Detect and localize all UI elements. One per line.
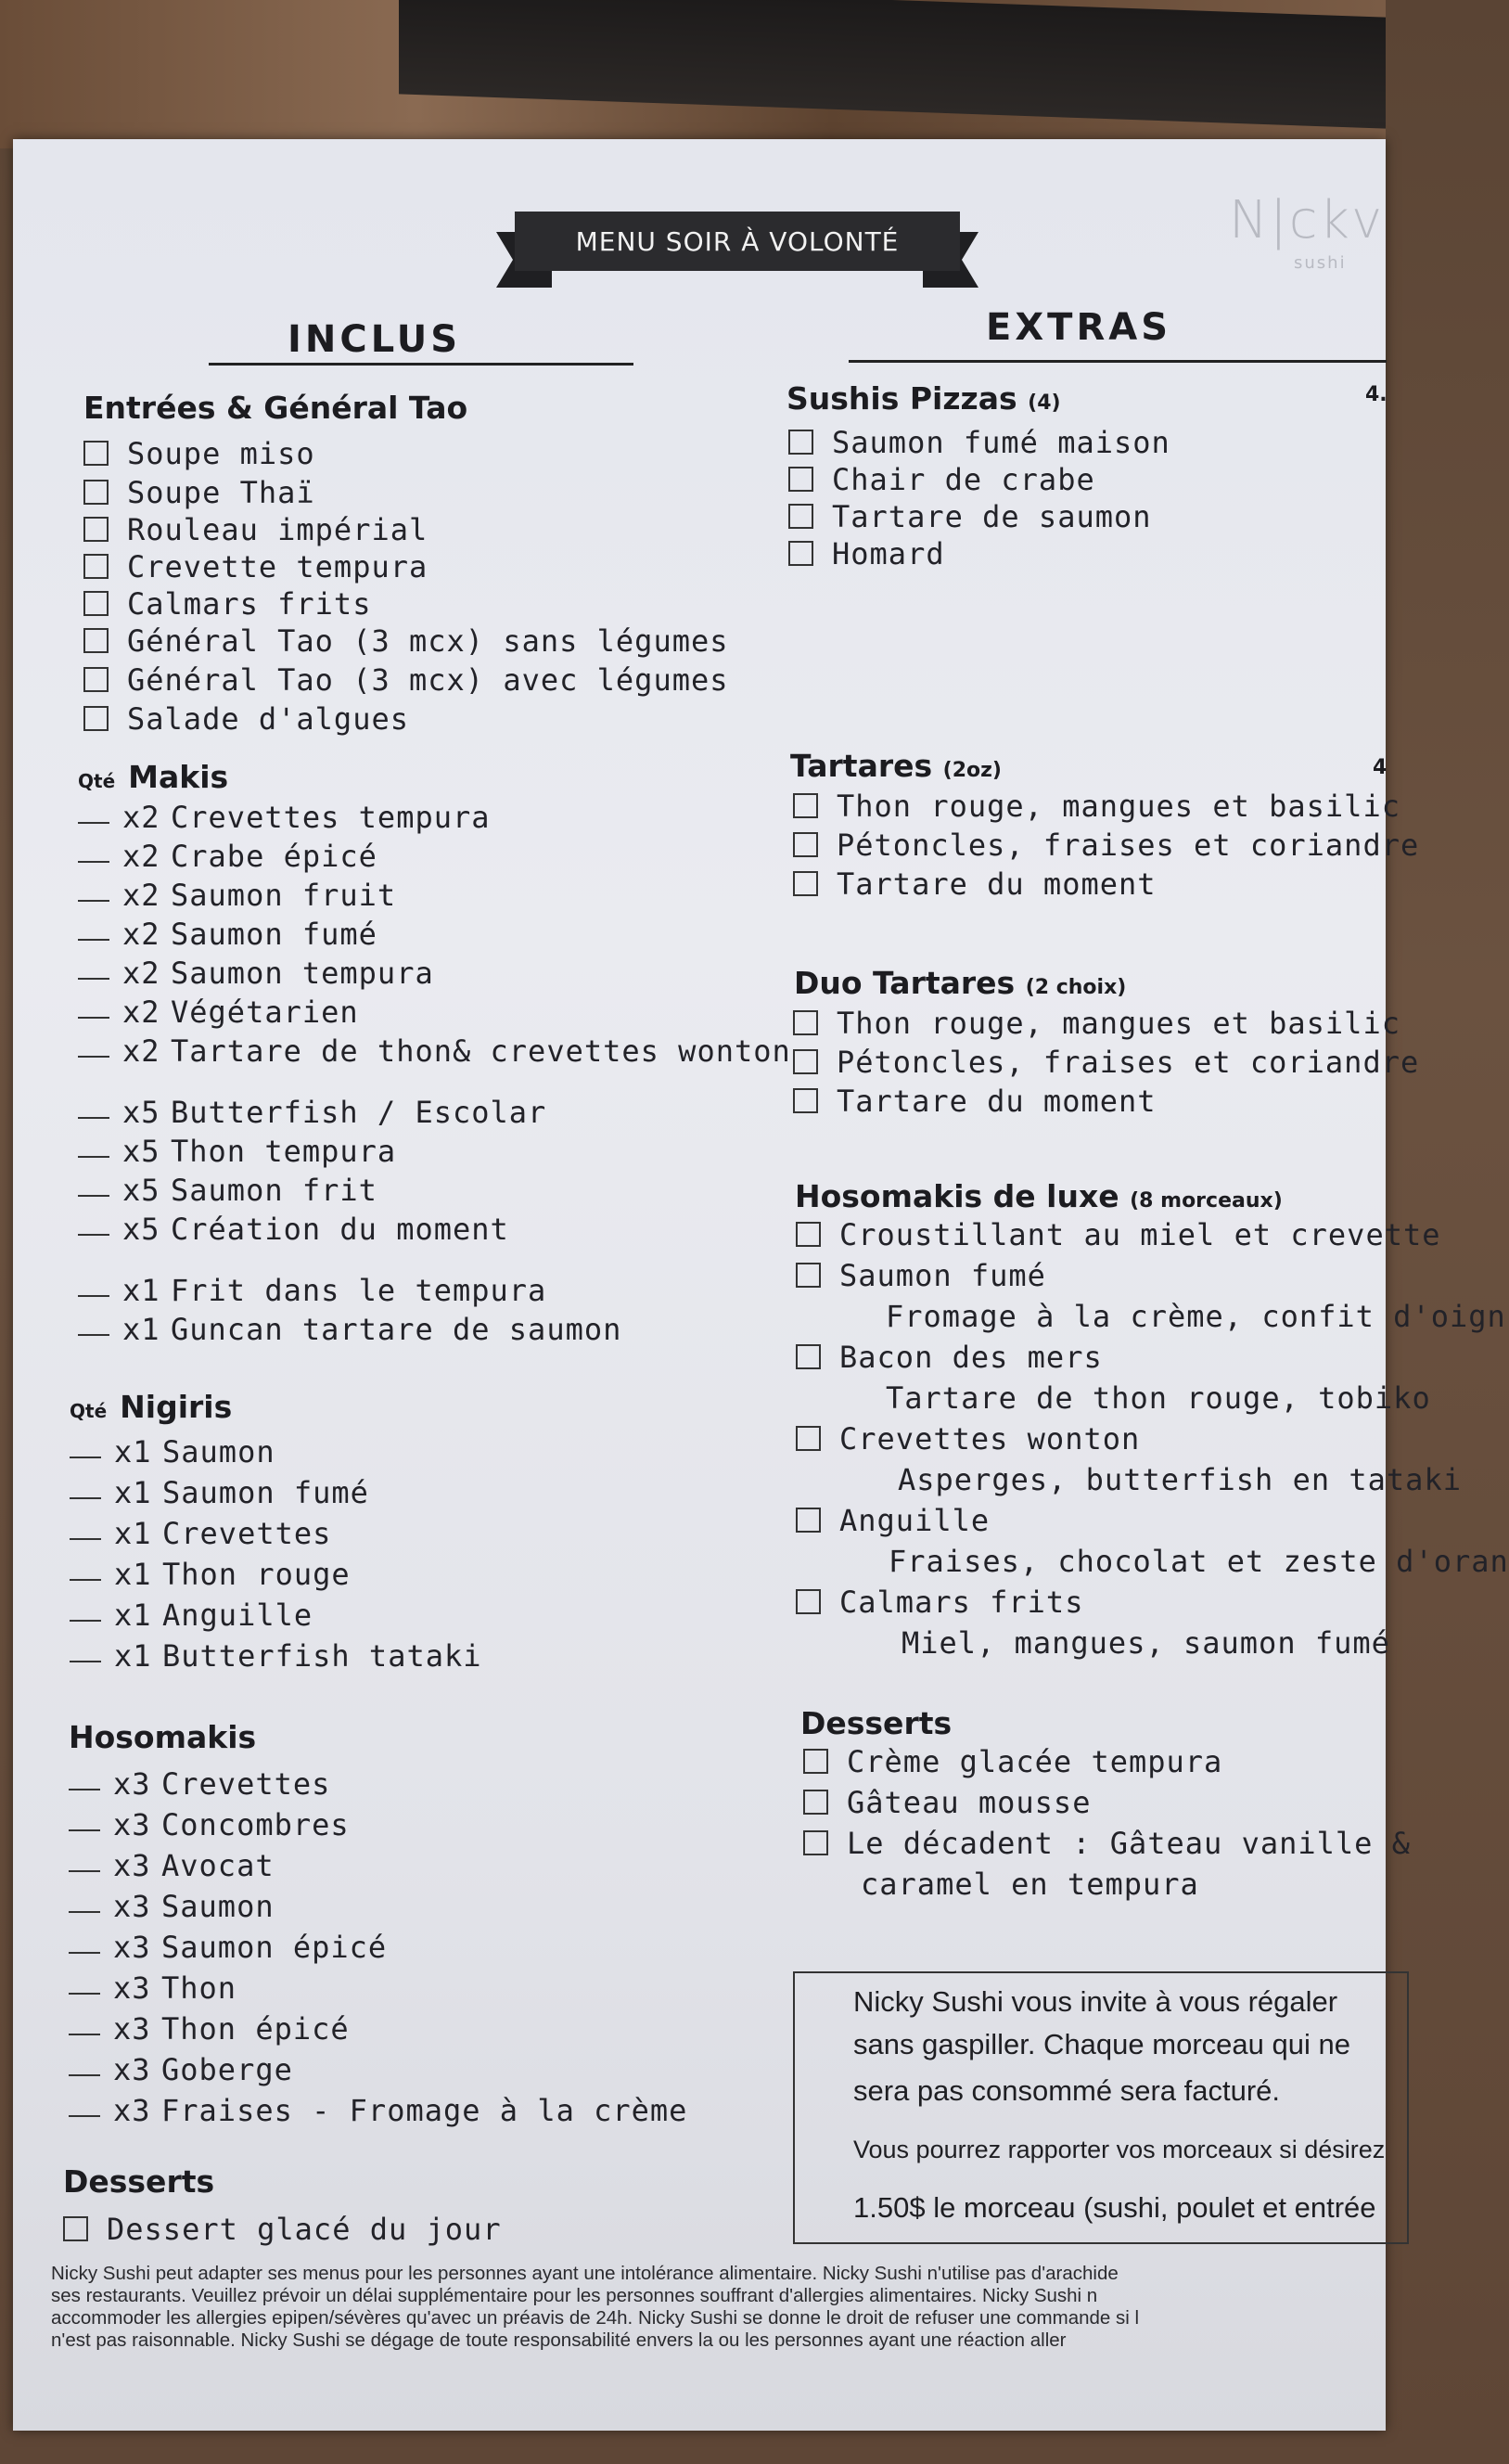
list-item (796, 1585, 1083, 1620)
quantity-blank[interactable] (69, 1829, 100, 1831)
nigiris-title: Nigiris (120, 1389, 233, 1425)
order-checkbox[interactable] (788, 504, 813, 529)
item-name: Général Tao (3 mcx) sans légumes (127, 623, 729, 659)
order-checkbox[interactable] (83, 706, 109, 731)
item-name: Frit dans le tempura (171, 1273, 547, 1308)
order-checkbox[interactable] (83, 480, 109, 505)
item-quantity: x5 (122, 1095, 160, 1130)
list-item (69, 1970, 237, 2006)
section-inclus-desserts-title: Desserts (63, 2163, 215, 2200)
item-quantity: x3 (113, 1930, 151, 1965)
list-item (69, 1807, 350, 1842)
list-item (78, 1273, 546, 1308)
list-item (69, 2011, 350, 2047)
quantity-blank[interactable] (78, 861, 109, 863)
order-checkbox[interactable] (803, 1749, 828, 1774)
inclus-title: INCLUS (288, 318, 462, 361)
item-name: Crevettes wonton (839, 1421, 1141, 1457)
sushis-pizzas-price: 4. (1365, 383, 1388, 406)
list-item (69, 2052, 293, 2087)
quantity-blank[interactable] (78, 978, 109, 980)
item-quantity: x3 (113, 2052, 151, 2087)
order-checkbox[interactable] (803, 1830, 828, 1855)
item-name: Crevettes tempura (171, 800, 491, 835)
item-name: Tartare du moment (837, 1084, 1157, 1119)
item-quantity: x2 (122, 917, 160, 952)
item-description: Fraises, chocolat et zeste d'oran (889, 1544, 1509, 1579)
item-name: Calmars frits (127, 586, 372, 622)
quantity-blank[interactable] (78, 900, 109, 902)
list-item (803, 1826, 1411, 1861)
quantity-blank[interactable] (69, 1870, 100, 1872)
quantity-blank[interactable] (78, 1017, 109, 1019)
item-name: Rouleau impérial (127, 512, 428, 547)
quantity-blank[interactable] (78, 1295, 109, 1297)
item-description: Asperges, butterfish en tataki (898, 1462, 1462, 1497)
list-item (78, 1033, 791, 1069)
item-quantity: x1 (114, 1475, 152, 1510)
list-item (70, 1516, 331, 1551)
list-item (78, 1095, 546, 1130)
item-name: Tartare du moment (837, 866, 1157, 902)
quantity-blank[interactable] (78, 1117, 109, 1119)
order-checkbox[interactable] (793, 1010, 818, 1035)
section-tartares-title: Tartares (2oz) (790, 748, 1002, 784)
item-name: Saumon (162, 1434, 275, 1469)
section-entrees-title: Entrées & Général Tao (83, 390, 468, 426)
item-name: Saumon fumé maison (832, 425, 1170, 460)
item-name: Crevettes (161, 1766, 331, 1802)
order-checkbox[interactable] (83, 441, 109, 466)
list-item (796, 1258, 1046, 1293)
list-item (78, 839, 377, 874)
list-item (793, 1045, 1419, 1080)
section-nigiris-title (70, 1389, 232, 1425)
item-name: Tartare de saumon (832, 499, 1152, 534)
list-item (69, 1930, 387, 1965)
list-item (796, 1421, 1140, 1457)
item-name: Soupe Thaï (127, 475, 315, 510)
order-checkbox[interactable] (793, 1049, 818, 1074)
item-quantity: x3 (113, 1766, 151, 1802)
list-item (69, 1766, 330, 1802)
order-checkbox[interactable] (788, 430, 813, 455)
list-item (788, 425, 1170, 460)
item-name: Fraises - Fromage à la crème (161, 2093, 688, 2128)
quantity-blank[interactable] (78, 1156, 109, 1158)
list-item (83, 475, 315, 510)
item-quantity: x2 (122, 995, 160, 1030)
list-item (63, 2212, 502, 2247)
item-quantity: x2 (122, 839, 160, 874)
item-description: Miel, mangues, saumon fumé (902, 1625, 1390, 1661)
section-duo-tartares-title: Duo Tartares (2 choix) (794, 965, 1127, 1001)
item-name: Guncan tartare de saumon (171, 1312, 622, 1347)
notice-line: sera pas consommé sera facturé. (853, 2074, 1281, 2107)
menu-banner: MENU SOIR À VOLONTÉ (515, 212, 960, 271)
item-name: Gâteau mousse (847, 1785, 1092, 1820)
quantity-blank[interactable] (69, 2115, 100, 2117)
notice-line: Nicky Sushi vous invite à vous régaler (853, 1985, 1338, 2018)
item-name: Saumon fumé (171, 917, 377, 952)
list-item (78, 1312, 621, 1347)
item-name: Saumon frit (171, 1173, 377, 1208)
item-name: Création du moment (171, 1212, 509, 1247)
item-name: Saumon (161, 1889, 275, 1924)
order-checkbox[interactable] (83, 591, 109, 616)
list-item (803, 1785, 1091, 1820)
list-item (78, 1134, 396, 1169)
extras-title: EXTRAS (986, 306, 1172, 349)
tartares-price: 4 (1373, 756, 1388, 779)
order-checkbox[interactable] (796, 1263, 821, 1288)
section-sushis-pizzas-title: Sushis Pizzas (4) (786, 380, 1061, 417)
notice-price: 1.50$ le morceau (sushi, poulet et entrée (853, 2191, 1376, 2224)
makis-title: Makis (128, 759, 229, 795)
item-quantity: x1 (122, 1312, 160, 1347)
order-checkbox[interactable] (796, 1508, 821, 1533)
item-name: Thon rouge, mangues et basilic (837, 1006, 1400, 1041)
extras-underline (849, 360, 1387, 363)
quantity-blank[interactable] (69, 1993, 100, 1995)
notice-takeaway: Vous pourrez rapporter vos morceaux si désirez (853, 2136, 1386, 2163)
list-item (70, 1598, 313, 1633)
order-checkbox[interactable] (796, 1589, 821, 1614)
list-item (793, 789, 1400, 824)
order-checkbox[interactable] (63, 2216, 88, 2241)
logo-wordmark: N|ckv (1229, 190, 1385, 250)
item-quantity: x3 (113, 1807, 151, 1842)
section-extras-desserts-title: Desserts (800, 1705, 953, 1741)
item-quantity: x1 (114, 1638, 152, 1674)
list-item (788, 499, 1152, 534)
quantity-blank[interactable] (70, 1620, 101, 1622)
item-name: Salade d'algues (127, 701, 409, 737)
list-item (78, 1173, 377, 1208)
list-item (83, 662, 729, 698)
item-quantity: x1 (114, 1434, 152, 1469)
list-item (78, 956, 434, 991)
item-continuation: caramel en tempura (861, 1867, 1199, 1902)
item-name: Butterfish / Escolar (171, 1095, 547, 1130)
item-quantity: x3 (113, 1848, 151, 1883)
disclaimer-line: Nicky Sushi peut adapter ses menus pour les personnes ayant une intolérance alimentaire. Nicky Sushi n'utilise pas d'arachide (51, 2263, 1119, 2284)
item-name: Le décadent : Gâteau vanille & (847, 1826, 1411, 1861)
quantity-blank[interactable] (78, 1195, 109, 1197)
item-name: Tartare de thon& crevettes wonton (171, 1033, 791, 1069)
quantity-blank[interactable] (69, 1952, 100, 1954)
quantity-blank[interactable] (78, 1056, 109, 1058)
item-name: Concombres (161, 1807, 350, 1842)
list-item (83, 623, 729, 659)
list-item (793, 1084, 1157, 1119)
item-quantity: x3 (113, 1970, 151, 2006)
item-quantity: x5 (122, 1212, 160, 1247)
quantity-blank[interactable] (78, 822, 109, 824)
list-item (69, 2093, 687, 2128)
list-item (78, 878, 396, 913)
quantity-blank[interactable] (78, 1334, 109, 1336)
order-checkbox[interactable] (796, 1222, 821, 1247)
list-item (83, 436, 315, 471)
list-item (788, 536, 945, 571)
item-name: Crabe épicé (171, 839, 377, 874)
qte-label: Qté (70, 1400, 108, 1422)
order-checkbox[interactable] (796, 1426, 821, 1451)
item-quantity: x1 (122, 1273, 160, 1308)
list-item (78, 917, 377, 952)
item-quantity: x2 (122, 800, 160, 835)
inclus-underline (209, 363, 633, 366)
order-checkbox[interactable] (83, 517, 109, 542)
item-name: Crème glacée tempura (847, 1744, 1223, 1779)
list-item (83, 549, 428, 584)
item-name: Calmars frits (839, 1585, 1084, 1620)
list-item (788, 462, 1095, 497)
list-item (796, 1340, 1103, 1375)
qte-label: Qté (78, 770, 116, 792)
notice-line: sans gaspiller. Chaque morceau qui ne (853, 2028, 1350, 2060)
item-name: Saumon fumé (839, 1258, 1046, 1293)
item-name: Végétarien (171, 995, 359, 1030)
item-name: Général Tao (3 mcx) avec légumes (127, 662, 729, 698)
item-quantity: x2 (122, 878, 160, 913)
list-item (69, 1889, 275, 1924)
item-quantity: x2 (122, 956, 160, 991)
list-item (83, 586, 371, 622)
order-checkbox[interactable] (788, 467, 813, 492)
item-name: Pétoncles, fraises et coriandre (837, 828, 1420, 863)
item-name: Thon rouge (162, 1557, 351, 1592)
list-item (78, 995, 359, 1030)
item-name: Soupe miso (127, 436, 315, 471)
list-item (69, 1848, 275, 1883)
disclaimer-line: n'est pas raisonnable. Nicky Sushi se dégage de toute responsabilité envers la ou les personnes ayant une réaction aller (51, 2329, 1067, 2351)
logo-subtitle: sushi (1294, 253, 1347, 273)
item-quantity: x1 (114, 1557, 152, 1592)
item-name: Thon (161, 1970, 237, 2006)
quantity-blank[interactable] (78, 939, 109, 941)
item-name: Pétoncles, fraises et coriandre (837, 1045, 1420, 1080)
quantity-blank[interactable] (70, 1497, 101, 1499)
item-name: Goberge (161, 2052, 293, 2087)
item-name: Crevettes (162, 1516, 332, 1551)
list-item (78, 800, 491, 835)
order-checkbox[interactable] (796, 1344, 821, 1369)
item-name: Bacon des mers (839, 1340, 1103, 1375)
order-checkbox[interactable] (803, 1790, 828, 1815)
disclaimer-line: ses restaurants. Veuillez prévoir un délai supplémentaire pour les personnes souffrant d'allergies alimentaires. Nicky Sushi n (51, 2285, 1098, 2306)
item-quantity: x5 (122, 1173, 160, 1208)
quantity-blank[interactable] (69, 2074, 100, 2076)
item-quantity: x3 (113, 2011, 151, 2047)
item-name: Croustillant au miel et crevette (839, 1217, 1441, 1252)
quantity-blank[interactable] (70, 1457, 101, 1458)
order-checkbox[interactable] (83, 554, 109, 579)
item-quantity: x3 (113, 2093, 151, 2128)
section-makis-title (78, 759, 228, 795)
list-item (83, 701, 409, 737)
brand-logo (1229, 190, 1385, 273)
item-name: Anguille (839, 1503, 991, 1538)
list-item (78, 1212, 509, 1247)
item-quantity: x1 (114, 1598, 152, 1633)
disclaimer-line: accommoder les allergies epipen/sévères qu'avec un préavis de 24h. Nicky Sushi se donne le droit de refuser une commande si l (51, 2307, 1140, 2329)
list-item (83, 512, 428, 547)
item-name: Saumon fruit (171, 878, 397, 913)
order-checkbox[interactable] (83, 667, 109, 692)
list-item (793, 866, 1157, 902)
quantity-blank[interactable] (70, 1661, 101, 1662)
quantity-blank[interactable] (70, 1538, 101, 1540)
quantity-blank[interactable] (78, 1234, 109, 1236)
quantity-blank[interactable] (69, 1911, 100, 1913)
item-name: Homard (832, 536, 945, 571)
order-checkbox[interactable] (793, 871, 818, 896)
list-item (793, 828, 1419, 863)
quantity-blank[interactable] (69, 1789, 100, 1790)
item-quantity: x2 (122, 1033, 160, 1069)
order-checkbox[interactable] (793, 793, 818, 818)
item-name: Anguille (162, 1598, 313, 1633)
list-item (70, 1475, 369, 1510)
item-name: Dessert glacé du jour (107, 2212, 502, 2247)
item-description: Fromage à la crème, confit d'oign (886, 1299, 1506, 1334)
item-quantity: x3 (113, 1889, 151, 1924)
section-hosomakis-title: Hosomakis (69, 1719, 257, 1755)
item-name: Chair de crabe (832, 462, 1095, 497)
list-item (803, 1744, 1222, 1779)
order-checkbox[interactable] (83, 628, 109, 653)
order-checkbox[interactable] (793, 1088, 818, 1113)
list-item (70, 1638, 482, 1674)
item-name: Saumon épicé (161, 1930, 388, 1965)
item-name: Avocat (161, 1848, 275, 1883)
list-item (796, 1217, 1441, 1252)
list-item (70, 1557, 351, 1592)
item-name: Butterfish tataki (162, 1638, 482, 1674)
item-quantity: x5 (122, 1134, 160, 1169)
quantity-blank[interactable] (69, 2034, 100, 2035)
item-name: Thon épicé (161, 2011, 350, 2047)
order-checkbox[interactable] (788, 541, 813, 566)
list-item (70, 1434, 275, 1469)
section-hosomakis-luxe-title: Hosomakis de luxe (8 morceaux) (795, 1178, 1283, 1214)
list-item (796, 1503, 990, 1538)
item-name: Crevette tempura (127, 549, 428, 584)
item-name: Thon rouge, mangues et basilic (837, 789, 1400, 824)
list-item (793, 1006, 1400, 1041)
item-description: Tartare de thon rouge, tobiko (886, 1380, 1431, 1416)
item-quantity: x1 (114, 1516, 152, 1551)
item-name: Saumon tempura (171, 956, 434, 991)
item-name: Thon tempura (171, 1134, 397, 1169)
quantity-blank[interactable] (70, 1579, 101, 1581)
order-checkbox[interactable] (793, 832, 818, 857)
item-name: Saumon fumé (162, 1475, 369, 1510)
